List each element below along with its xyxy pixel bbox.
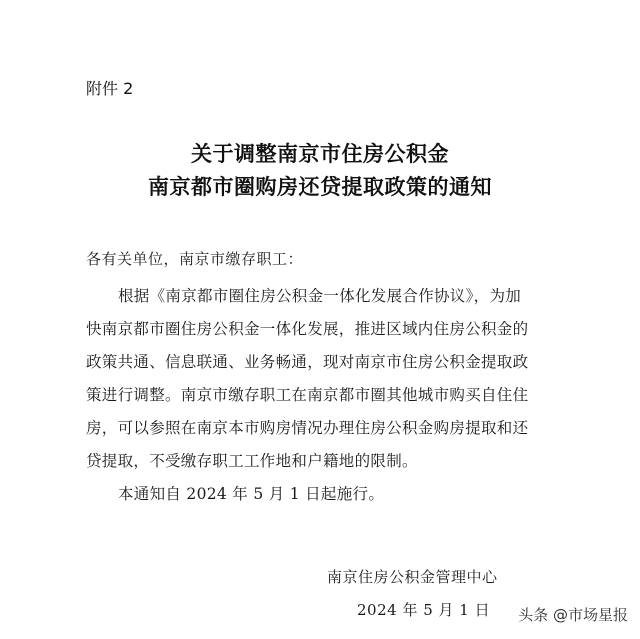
body-paragraph-line: 贷提取，不受缴存职工工作地和户籍地的限制。 xyxy=(86,452,418,470)
body-paragraph-line: 根据《南京都市圈住房公积金一体化发展合作协议》，为加 xyxy=(118,287,522,305)
document-title-line-2: 南京都市圈购房还贷提取政策的通知 xyxy=(148,174,492,199)
body-paragraph-line: 政策共通、信息联通、业务畅通，现对南京市住房公积金提取政 xyxy=(86,353,529,371)
salutation: 各有关单位，南京市缴存职工： xyxy=(86,250,304,268)
body-paragraph-line: 策进行调整。南京市缴存职工在南京都市圈其他城市购买自住住 xyxy=(86,386,529,404)
watermark-text: 头条 @市场星报 xyxy=(518,606,628,624)
signature-date: 2024 年 5 月 1 日 xyxy=(357,601,491,619)
document-title-line-1: 关于调整南京市住房公积金 xyxy=(191,141,449,166)
body-closing-line: 本通知自 2024 年 5 月 1 日起施行。 xyxy=(118,485,385,503)
attachment-label: 附件 2 xyxy=(86,79,134,98)
body-paragraph-line: 快南京都市圈住房公积金一体化发展，推进区域内住房公积金的 xyxy=(86,320,529,338)
signature-organization: 南京住房公积金管理中心 xyxy=(327,568,498,586)
body-paragraph-line: 房，可以参照在南京本市购房情况办理住房公积金购房提取和还 xyxy=(86,419,529,437)
watermark xyxy=(514,602,632,627)
